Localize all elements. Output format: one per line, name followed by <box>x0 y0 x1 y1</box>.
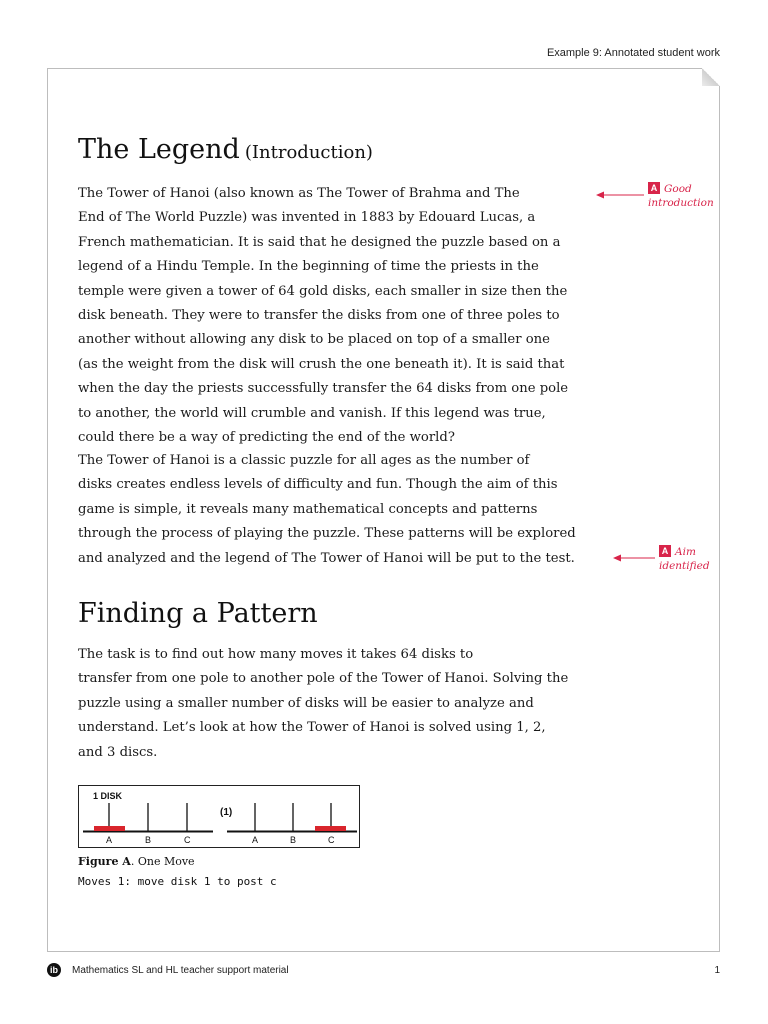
figure-step: (1) <box>220 807 233 818</box>
annotation-line-2: identified <box>659 560 710 572</box>
right-label-a: A <box>252 835 259 845</box>
left-label-c: C <box>184 835 191 845</box>
left-label-a: A <box>106 835 113 845</box>
annotation-arrow-2 <box>613 553 655 563</box>
legend-paragraph-2: The Tower of Hanoi is a classic puzzle for all ages as the number of disks creates endless levels of difficulty and fun. Though the aim of this game is simple, it reveals many mathematical concepts and patterns through the process of playing the puzzle. These patterns will be explored and analyzed and the legend of The Tower of Hanoi will be put to the test. <box>78 453 576 566</box>
disk-1-start <box>94 826 125 831</box>
right-label-b: B <box>290 835 297 845</box>
annotation-line-1: Aim <box>675 546 696 558</box>
figure-moves: Moves 1: move disk 1 to post c <box>78 875 277 888</box>
header-label: Example 9: Annotated student work <box>546 47 720 59</box>
figure-caption-text: . One Move <box>130 855 195 868</box>
legend-paragraph-1: The Tower of Hanoi (also known as The Tower of Brahma and The End of The World Puzzle) was invented in 1883 by Edouard Lucas, a French mathematician. It is said that he designed the puzzle based on a legend of a Hindu Temple. In the beginning of time the priests in the temple were given a tower of 64 gold disks, each smaller in size then the disk beneath. They were to transfer the disks from one of three poles to another without allowing any disk to be placed on top of a smaller one (as the weight from the disk will crush the one beneath it). It is said that when the day the priests successfully transfer the 64 disks from one pole to another, the world will crumble and vanish. If this legend was true, could there be a way of predicting the end of the world? <box>78 186 569 446</box>
annotation-line-1: Good <box>664 183 692 195</box>
page-fold-corner <box>702 68 720 86</box>
figure-heading: 1 DISK <box>93 791 123 801</box>
tower-of-hanoi-figure <box>78 785 360 848</box>
disk-1-end <box>315 826 346 831</box>
annotation-badge: A <box>648 182 660 194</box>
section-subtitle: (Introduction) <box>244 142 373 163</box>
annotation-good-introduction <box>648 182 714 210</box>
figure-caption-label: Figure A <box>78 855 131 868</box>
annotation-arrow-1 <box>596 190 644 200</box>
ib-logo-icon: ib <box>47 963 61 977</box>
section-title: Finding a Pattern <box>78 598 318 629</box>
annotation-badge: A <box>659 545 671 557</box>
right-label-c: C <box>328 835 335 845</box>
figure-caption <box>78 855 195 868</box>
pattern-paragraph-1: The task is to find out how many moves it takes 64 disks to transfer from one pole to another pole of the Tower of Hanoi. Solving the puzzle using a smaller number of disks will be easier to analyze and understand. Let’s look at how the Tower of Hanoi is solved using 1, 2, and 3 discs. <box>78 647 569 760</box>
page-number: 1 <box>714 965 720 976</box>
section-title: The Legend <box>78 134 240 165</box>
section-heading-legend <box>78 134 373 165</box>
annotation-line-2: introduction <box>648 197 714 209</box>
left-label-b: B <box>145 835 152 845</box>
annotation-aim-identified <box>659 545 710 573</box>
footer-text: Mathematics SL and HL teacher support material <box>72 965 289 976</box>
hanoi-diagram <box>79 786 359 847</box>
section-heading-pattern <box>78 598 318 629</box>
